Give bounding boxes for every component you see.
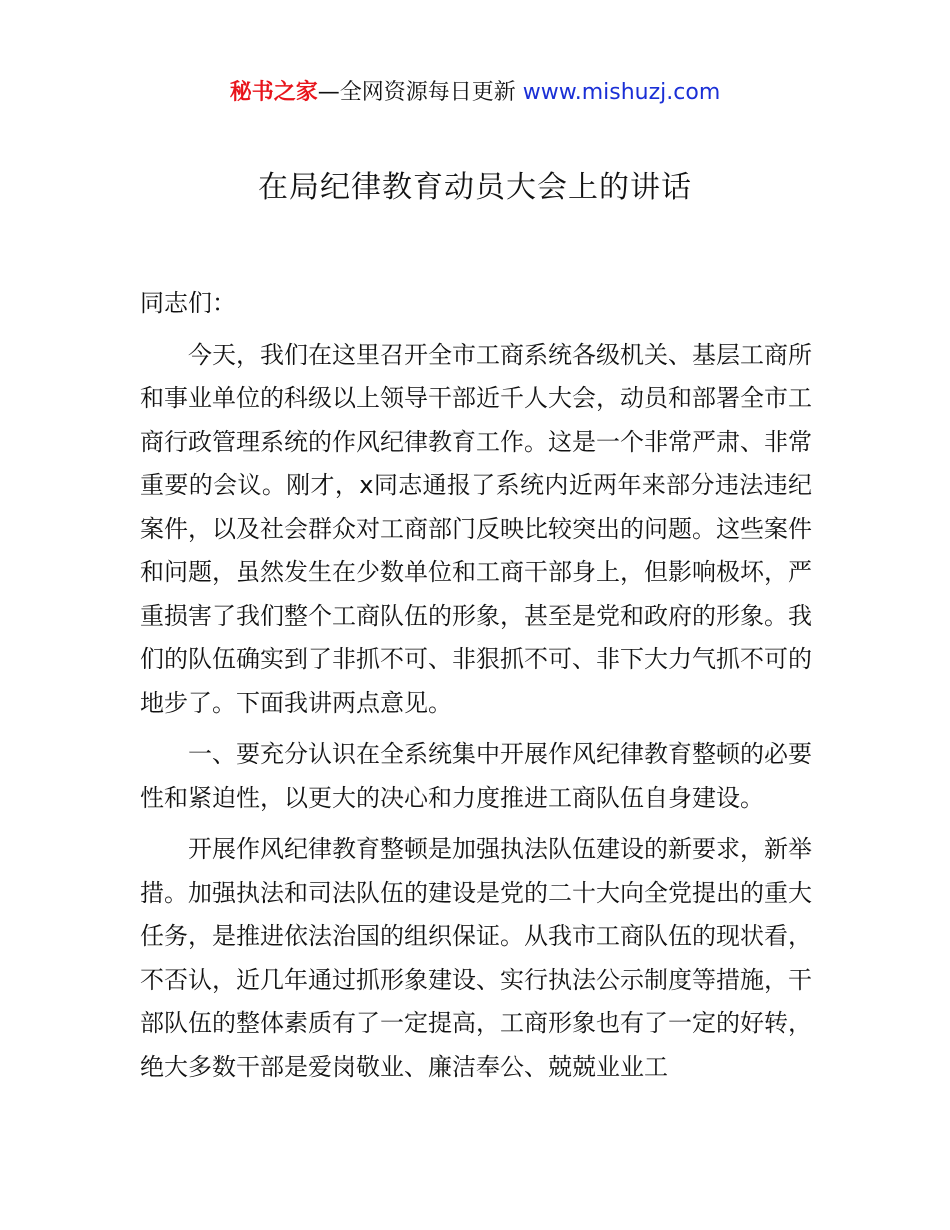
paragraph-1: 今天，我们在这里召开全市工商系统各级机关、基层工商所和事业单位的科级以上领导干部近千人大会，动员和部署全市工商行政管理系统的作风纪律教育工作。这是一个非常严肃、非常重要的会议。刚才，x同志通报了系统内近两年来部分违法违纪案件，以及社会群众对工商部门反映比较突出的问题。这些案件和问题，虽然发生在少数单位和工商干部身上，但影响极坏，严重损害了我们整个工商队伍的形象，甚至是党和政府的形象。我们的队伍确实到了非抓不可、非狠抓不可、非下大力气抓不可的地步了。下面我讲两点意见。: [140, 340, 812, 717]
paragraph-3: 开展作风纪律教育整顿是加强执法队伍建设的新要求，新举措。加强执法和司法队伍的建设是党的二十大向全党提出的重大任务，是推进依法治国的组织保证。从我市工商队伍的现状看，不否认，近几年通过抓形象建设、实行执法公示制度等措施，干部队伍的整体素质有了一定提高，工商形象也有了一定的好转，绝大多数干部是爱岗敬业、廉洁奉公、兢兢业业工: [140, 835, 812, 1081]
site-header: [0, 78, 950, 108]
site-url-link[interactable]: www.mishuzj.com: [522, 80, 721, 105]
document-title: 在局纪律教育动员大会上的讲话: [258, 170, 692, 205]
header-tagline: —全网资源每日更新: [317, 80, 516, 105]
brand-name: 秘书之家: [229, 80, 318, 105]
salutation: 同志们：: [140, 289, 236, 317]
paragraph-2: 一、要充分认识在全系统集中开展作风纪律教育整顿的必要性和紧迫性，以更大的决心和力度推进工商队伍自身建设。: [140, 740, 812, 812]
document-body: [140, 282, 812, 1089]
